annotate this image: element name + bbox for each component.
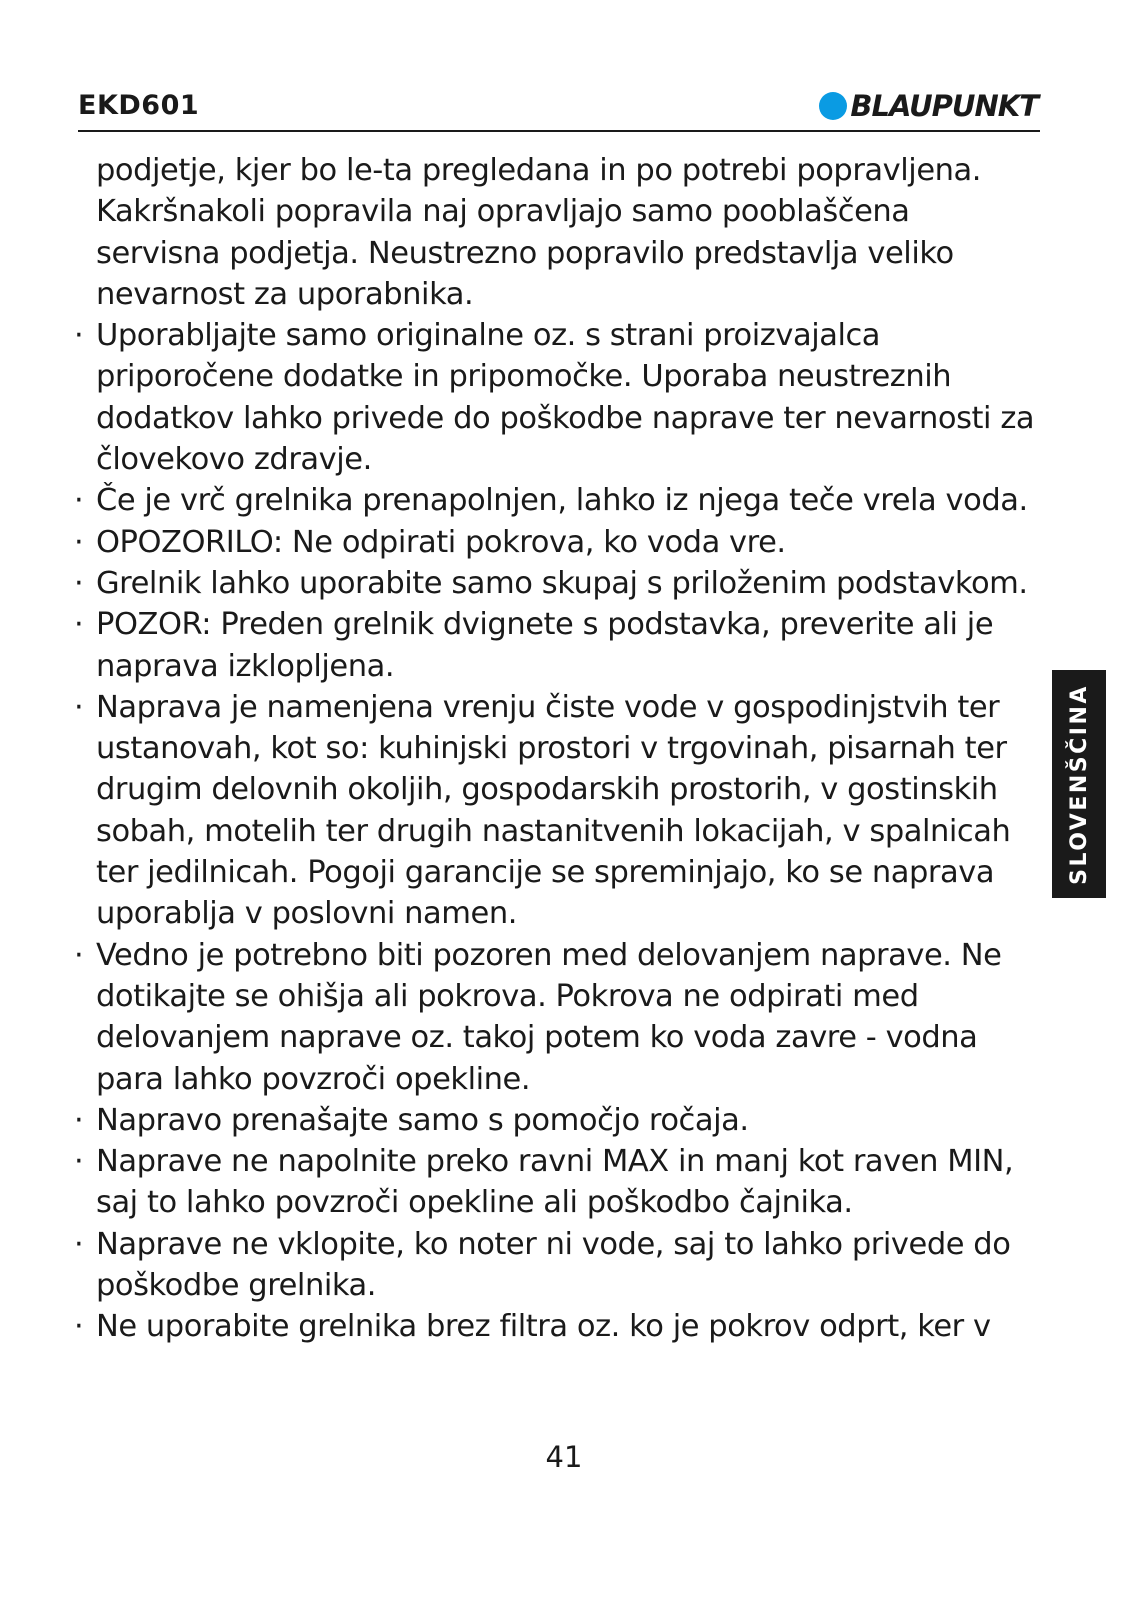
intro-paragraph: podjetje, kjer bo le-ta pregledana in po potrebi popravljena. Kakršnakoli popravila naj opravljajo samo pooblaščena servisna podjetja. Neustrezno popravilo predstavlja veliko nevarnost za uporabnika.	[96, 153, 982, 312]
brand-name: BLAUPUNKT	[850, 89, 1038, 123]
bullet-item	[74, 687, 1042, 935]
bullet-item	[74, 1306, 1042, 1347]
bullet-text: Naprave ne napolnite preko ravni MAX in manj kot raven MIN, saj to lahko povzroči opekline ali poškodbo čajnika.	[96, 1144, 1014, 1221]
bullet-item	[74, 315, 1042, 480]
logo-dot-icon	[819, 92, 847, 120]
language-tab	[1052, 670, 1106, 898]
model-number: EKD601	[78, 90, 200, 121]
bullet-text: Napravo prenašajte samo s pomočjo ročaja.	[96, 1102, 749, 1138]
bullet-item	[74, 1100, 1042, 1141]
bullet-item	[74, 604, 1042, 687]
bullet-text: OPOZORILO: Ne odpirati pokrova, ko voda vre.	[96, 524, 786, 560]
bullet-icon: ·	[74, 524, 84, 560]
page-number: 41	[545, 1440, 583, 1474]
bullet-text: Naprava je namenjena vrenju čiste vode v gospodinjstvih ter ustanovah, kot so: kuhinjski prostori v trgovinah, pisarnah ter drugim delovnih okoljih, gospodarskih prostorih, v gostinskih sobah, motelih ter drugih nastanitvenih lokacijah, v spalnicah ter jedilnicah. Pogoji garancije se spreminjajo, ko se naprava uporablja v poslovni namen.	[96, 689, 1011, 932]
bullet-text: POZOR: Preden grelnik dvignete s podstavka, preverite ali je naprava izklopljena.	[96, 607, 994, 684]
bullet-icon: ·	[74, 1309, 84, 1345]
bullet-text: Grelnik lahko uporabite samo skupaj s priloženim podstavkom.	[96, 565, 1028, 601]
bullet-icon: ·	[74, 1144, 84, 1180]
header-divider	[78, 130, 1040, 132]
bullet-icon: ·	[74, 1226, 84, 1262]
bullet-item	[74, 563, 1042, 604]
bullet-text: Naprave ne vklopite, ko noter ni vode, saj to lahko privede do poškodbe grelnika.	[96, 1226, 1011, 1304]
bullet-icon: ·	[74, 1102, 84, 1138]
bullet-item	[74, 1141, 1042, 1224]
bullet-icon: ·	[74, 937, 84, 973]
bullet-icon: ·	[74, 483, 84, 519]
bullet-icon: ·	[74, 689, 84, 725]
bullet-text: Ne uporabite grelnika brez filtra oz. ko je pokrov odprt, ker v	[96, 1309, 991, 1345]
bullet-item	[74, 480, 1042, 521]
bullet-item	[74, 1224, 1042, 1307]
bullet-icon: ·	[74, 607, 84, 643]
brand-logo	[819, 88, 1038, 124]
bullet-list	[74, 315, 1042, 1347]
bullet-icon: ·	[74, 318, 84, 354]
bullet-item	[74, 522, 1042, 563]
bullet-text: Uporabljajte samo originalne oz. s strani proizvajalca priporočene dodatke in pripomočke. Uporaba neustreznih dodatkov lahko privede do poškodbe naprave ter nevarnosti za človekovo zdravje.	[96, 318, 1035, 478]
bullet-text: Vedno je potrebno biti pozoren med delovanjem naprave. Ne dotikajte se ohišja ali pokrova. Pokrova ne odpirati med delovanjem naprave oz. takoj potem ko voda zavre - vodna para lahko povzroči opekline.	[96, 937, 1002, 1097]
page-header	[78, 88, 1040, 130]
bullet-icon: ·	[74, 565, 84, 601]
bullet-text: Če je vrč grelnika prenapolnjen, lahko iz njega teče vrela voda.	[96, 483, 1028, 519]
language-label: SLOVENŠČINA	[1066, 683, 1092, 885]
instructions-text	[74, 150, 1042, 1348]
bullet-item	[74, 935, 1042, 1100]
